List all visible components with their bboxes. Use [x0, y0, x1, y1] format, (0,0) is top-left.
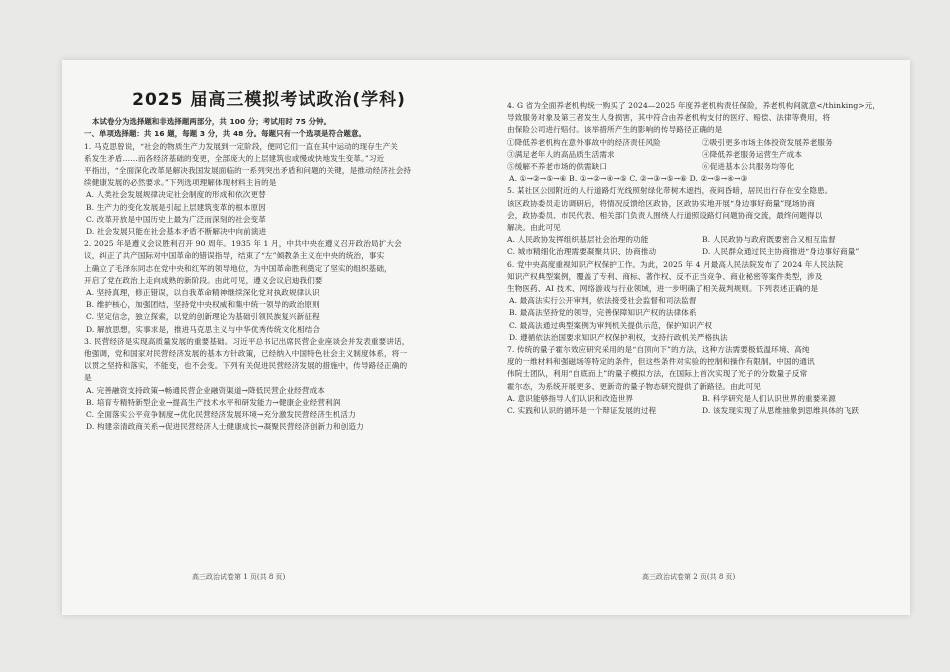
options-grid — [507, 393, 889, 417]
page-2-footer: 高三政治试卷第 2 页(共 8 页) — [642, 573, 736, 581]
question-line: 议，纠正了共产国际对中国革命的错误指导，结束了“左”倾教条主义在中央的统治，事实 — [84, 251, 385, 261]
option-b: B. 生产力的变化发展是引起上层建筑变革的根本原因 — [86, 202, 266, 212]
option-d: D. 社会发展只能在社会基本矛盾不断解决中向前演进 — [86, 227, 267, 237]
option-b: B. 维护核心，加强团结，坚持党中央权威和集中统一领导的政治原则 — [86, 300, 320, 310]
statement-item: ⑤缓解不养老市场的供需缺口 — [507, 162, 608, 172]
option-c: C. 坚定信念，独立探索，以党的创新理论为基础引领民族复兴新征程 — [86, 312, 320, 322]
option-c: C. 城市精细化治理需要凝聚共识、协商推动 — [507, 247, 657, 257]
option-a: A. 人类社会发展规律决定社会制度的形成和依次更替 — [86, 190, 266, 200]
question-line: 3. 民营经济是实现高质量发展的重要基础。习近平总书记出席民营企业座谈会并发表重要讲话， — [84, 336, 410, 346]
option-d: D. 解放思想，实事求是，推进马克思主义与中华优秀传统文化相结合 — [86, 324, 321, 334]
option-a: A. 意识能够指导人们认识和改造世界 — [507, 393, 634, 403]
section-heading: 一、单项选择题：共 16 题，每题 3 分，共 48 分。每题只有一个选项是符合题意。 — [84, 129, 366, 139]
question-line: 续健康发展的必然要求。”下列选项理解体现材料主旨的是 — [84, 178, 277, 188]
question-line: 6. 党中央高度重视知识产权保护工作。为此，2025 年 4 月最高人民法院发布了 2024 年人民法院 — [507, 259, 844, 269]
question-line: 开启了党在政治上走向成熟的新阶段。由此可见，遵义会议启迪我们要 — [84, 275, 323, 285]
question-line: 系发生矛盾……而各经济基础的变更，全部庞大的上层建筑也或慢或快地发生变革。”习近 — [84, 153, 385, 163]
exam-sheet — [62, 60, 910, 615]
question-line: 生物医药、AI 技术、网络游戏与行业领域，进一步明确了相关裁判规则。下列表述正确的是 — [507, 284, 819, 294]
question-4 — [507, 100, 889, 185]
question-line: 他强调，党和国家对民营经济发展的基本方针政策，已经纳入中国特色社会主义制度体系，将一 — [84, 349, 408, 359]
option-a: A. 完善融资支持政策→畅通民营企业融资渠道→降低民营企业经营成本 — [86, 385, 325, 395]
statement-item: ④降低养老服务运营生产成本 — [702, 149, 803, 159]
option-b: B. 最高法坚持党的领导，完善保障知识产权的法律体系 — [509, 308, 697, 318]
option-b: B. 科学研究是人们认识世界的重要来源 — [702, 393, 836, 403]
option-c: C. 改革开放是中国历史上最为广泛而深刻的社会变革 — [86, 214, 266, 224]
statement-item: ⑥促进基本公共服务均等化 — [702, 162, 795, 172]
option-d: D. 人民群众通过民主协商推进“身边事好商量” — [702, 247, 860, 257]
question-line: 会，政协委员、市民代表、相关部门负责人围绕人行道照设路灯问题协商交流，最终问题得以 — [507, 210, 823, 220]
option-b: B. 培育专精特新型企业→提高生产技术水平和研发能力→健康企业经营利润 — [86, 397, 341, 407]
question-line: 5. 某社区公园附近的人行道路灯光线照射绿化带树木遮挡，夜间昏暗，居民出行存在安全隐患。 — [507, 186, 833, 196]
exam-title: 2025 届高三模拟考试政治(学科) — [132, 90, 406, 110]
question-line: 伟院士团队，利用“自底而上”的量子模拟方法，在国际上首次实现了光子的分数量子反常 — [507, 369, 808, 379]
option-d: D. 该发现实现了从思维抽象到思维具体的飞跃 — [702, 406, 860, 416]
question-line: 该区政协委员走访调研后，将情况反馈给区政协，区政协实地开展“身边事好商量”现场协商 — [507, 198, 816, 208]
option-b: B. 人民政协与政府既要密合又相互监督 — [702, 235, 836, 245]
question-line: 2. 2025 年是遵义会议胜利召开 90 周年。1935 年 1 月，中共中央在遵义召开政治局扩大会 — [84, 239, 402, 249]
question-line: 是 — [84, 373, 92, 383]
question-line: 知识产权典型案例，覆盖了专利、商标、著作权、反不正当竞争、商业秘密等案件类型，涉及 — [507, 271, 823, 281]
page-1-column — [84, 60, 454, 433]
question-line: 平指出，“全面深化改革是解决我国发展面临的一系列突出矛盾和问题的关键，是推动经济社会持 — [84, 166, 412, 176]
exam-notice: 本试卷分为选择题和非选择题两部分，共 100 分；考试用时 75 分钟。 — [92, 117, 332, 127]
question-line: 度的一维材料和强磁场等特定的条件，但这些条件对实验的控制和操作有限制。中国的通讯 — [507, 357, 815, 367]
option-c: C. 实践和认识的循环是一个辩证发展的过程 — [507, 406, 657, 416]
question-2 — [84, 238, 454, 336]
options-grid — [507, 234, 889, 258]
statement-item: ①降低养老机构在意外事故中的经济责任风险 — [507, 137, 661, 147]
question-line: 解决。由此可见 — [507, 223, 561, 233]
option-d: D. 遵循依法治国要求知识产权保护利权，支持行政机关严格执法 — [509, 332, 728, 342]
question-line: 霍尔态，为系统开展更多、更新奇的量子物态研究提供了新路径。由此可见 — [507, 381, 761, 391]
option-d: D. 构建亲清政商关系→促进民营经济人士健康成长→凝聚民营经济创新力和创造力 — [86, 422, 364, 432]
question-line: 导致服务对象及第三者发生人身损害，其中符合由养老机构支付的医疗、赔偿、法律等费用，将 — [507, 113, 831, 123]
question-line: 由保险公司进行赔付。该举措所产生的影响的传导路径正确的是 — [507, 125, 723, 135]
statement-item: ③满足老年人的高品质生活需求 — [507, 149, 615, 159]
page-1-footer: 高三政治试卷第 1 页(共 8 页) — [192, 573, 286, 581]
question-line: 4. G 省为全面养老机构统一购买了 2024—2025 年度养老机构责任保险，养老机构间就意</thinking>元， — [507, 101, 881, 110]
page-2-column — [507, 100, 889, 417]
statement-item: ②吸引更多市场主体投资发展养老服务 — [702, 137, 833, 147]
question-line: 以贯之坚持和落实，不能变，也不会变。下列有关促进民营经济发展的措施中，传导路径正确的 — [84, 361, 408, 371]
question-3 — [84, 336, 454, 434]
options-row: A. ①→②→⑤→⑥ B. ①→②→④→⑤ C. ②→③→⑤→⑥ D. ②→⑤→④→③ — [509, 174, 748, 184]
statement-grid — [507, 137, 889, 174]
option-c: C. 最高法通过典型案例为审判机关提供示范，保护知识产权 — [509, 320, 713, 330]
option-c: C. 全面落实公平竞争制度→优化民营经济发展环境→充分激发民营经济生机活力 — [86, 410, 356, 420]
question-1 — [84, 141, 454, 239]
option-a: A. 最高法实行公开审判，依法接受社会监督和司法监督 — [509, 296, 697, 306]
question-6 — [507, 259, 889, 344]
option-a: A. 坚持真理，修正错误，以自我革命精神继续深化党对执政规律认识 — [86, 288, 320, 298]
question-line: 7. 传统的量子霍尔效应研究采用的是“自顶向下”的方法，这种方法需要极低温环境、高纯 — [507, 345, 810, 355]
question-line: 1. 马克思曾说，“社会的物质生产力发展到一定阶段，便同它们一直在其中运动的现存生产关 — [84, 141, 398, 151]
option-a: A. 人民政协发挥组织基层社会治理的功能 — [507, 235, 649, 245]
question-5 — [507, 185, 889, 258]
question-7 — [507, 344, 889, 417]
question-line: 上确立了毛泽东同志在党中央和红军的领导地位，为中国革命胜利奠定了坚实的组织基础， — [84, 263, 392, 273]
